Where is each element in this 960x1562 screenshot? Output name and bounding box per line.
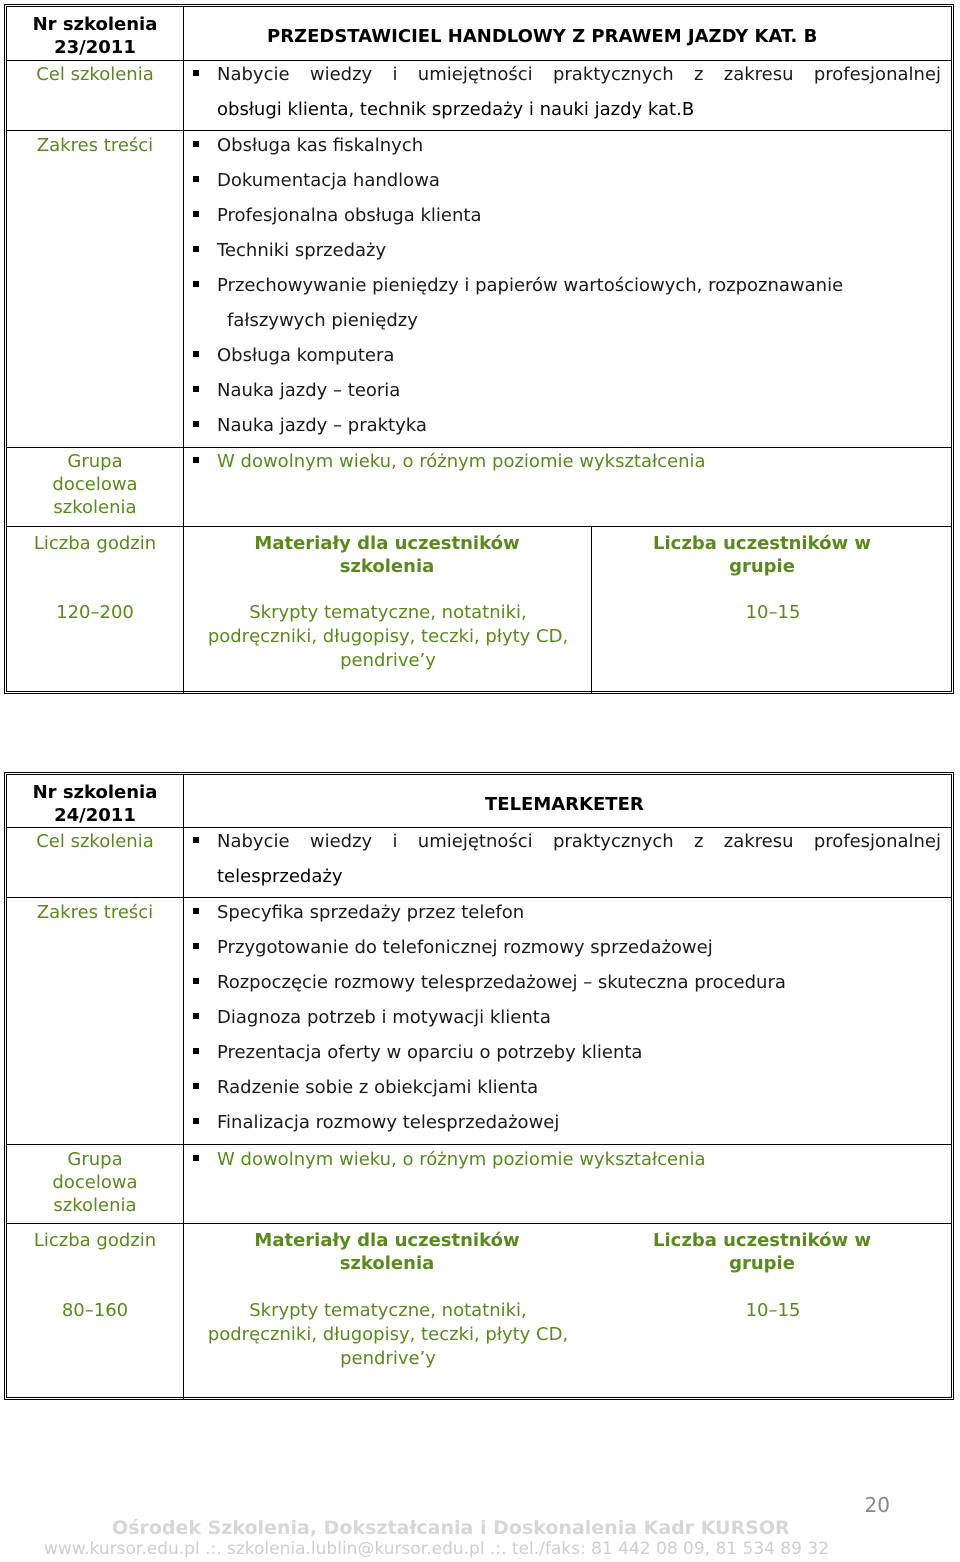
godzin-label: Liczba godzin	[33, 1230, 157, 1251]
divider	[7, 60, 951, 61]
godzin-value: 120–200	[56, 602, 134, 623]
bullet-icon	[193, 421, 199, 427]
materialy-label: Materiały dla uczestników szkolenia	[254, 1230, 520, 1274]
grupa-value: W dowolnym wieku, o różnym poziomie wykształcenia	[193, 1148, 941, 1171]
zakres-label: Zakres treści	[36, 902, 154, 923]
cel-text-continued: obsługi klienta, technik sprzedaży i nauki jazdy kat.B	[217, 99, 695, 120]
uczestnikow-value: 10–15	[745, 602, 801, 623]
nr-value: 23/2011	[54, 37, 136, 58]
bullet-icon	[193, 1118, 199, 1124]
divider	[7, 1223, 951, 1224]
zakres-item: Techniki sprzedaży	[193, 239, 941, 262]
zakres-item: Nauka jazdy – praktyka	[193, 414, 941, 437]
column-divider	[183, 7, 184, 693]
zakres-item: Przygotowanie do telefonicznej rozmowy sprzedażowej	[193, 936, 941, 959]
uczestnikow-label: Liczba uczestników w grupie	[653, 1230, 871, 1274]
zakres-item: Prezentacja oferty w oparciu o potrzeby klienta	[193, 1041, 941, 1064]
cel-text-continued: telesprzedaży	[217, 866, 343, 887]
bullet-icon	[193, 1083, 199, 1089]
bullet-icon	[193, 1048, 199, 1054]
bullet-icon	[193, 281, 199, 287]
uczestnikow-label: Liczba uczestników w grupie	[653, 533, 871, 577]
zakres-item: Obsługa kas fiskalnych	[193, 134, 941, 157]
bullet-icon	[193, 246, 199, 252]
course-card-24	[4, 772, 954, 1400]
grupa-label: Grupa docelowa szkolenia	[52, 1149, 138, 1216]
bullet-icon	[193, 1155, 199, 1161]
divider	[7, 1144, 951, 1145]
footer-contact: www.kursor.edu.pl .:. szkolenia.lublin@kursor.edu.pl .:. tel./faks: 81 442 08 09, 81 534 89 32	[44, 1539, 830, 1559]
bullet-icon	[193, 176, 199, 182]
zakres-item: Nauka jazdy – teoria	[193, 379, 941, 402]
grupa-label: Grupa docelowa szkolenia	[52, 451, 138, 518]
zakres-item-continued: fałszywych pieniędzy	[227, 310, 418, 331]
cel-label: Cel szkolenia	[36, 831, 154, 852]
page-number: 20	[864, 1493, 890, 1517]
materialy-value: Skrypty tematyczne, notatniki, podręczniki, długopisy, teczki, płyty CD, pendrive’y	[207, 1300, 569, 1369]
zakres-item: Dokumentacja handlowa	[193, 169, 941, 192]
bullet-icon	[193, 141, 199, 147]
cel-text: Nabycie wiedzy i umiejętności praktycznych z zakresu profesjonalnej	[193, 63, 941, 86]
cel-label: Cel szkolenia	[36, 64, 154, 85]
zakres-item: Finalizacja rozmowy telesprzedażowej	[193, 1111, 941, 1134]
bullet-icon	[193, 978, 199, 984]
divider	[7, 447, 951, 448]
zakres-item: Rozpoczęcie rozmowy telesprzedażowej – skuteczna procedura	[193, 971, 941, 994]
bullet-icon	[193, 211, 199, 217]
course-card-23	[4, 4, 954, 694]
bullet-icon	[193, 1013, 199, 1019]
bullet-icon	[193, 351, 199, 357]
divider	[7, 526, 951, 527]
godzin-label: Liczba godzin	[33, 533, 157, 554]
uczestnikow-value: 10–15	[745, 1300, 801, 1321]
grupa-value: W dowolnym wieku, o różnym poziomie wykształcenia	[193, 450, 941, 473]
bullet-icon	[193, 386, 199, 392]
materialy-value: Skrypty tematyczne, notatniki, podręczniki, długopisy, teczki, płyty CD, pendrive’y	[207, 602, 569, 671]
column-divider	[183, 775, 184, 1399]
zakres-item: Specyfika sprzedaży przez telefon	[193, 901, 941, 924]
zakres-label: Zakres treści	[36, 135, 154, 156]
divider	[7, 897, 951, 898]
footer-org: Ośrodek Szkolenia, Dokształcania i Doskonalenia Kadr KURSOR	[112, 1517, 790, 1539]
nr-label: Nr szkolenia	[32, 14, 158, 35]
bullet-icon	[193, 457, 199, 463]
divider	[7, 130, 951, 131]
zakres-item: Przechowywanie pieniędzy i papierów wartościowych, rozpoznawanie	[193, 274, 941, 297]
nr-label: Nr szkolenia	[32, 782, 158, 803]
bullet-icon	[193, 908, 199, 914]
zakres-item: Diagnoza potrzeb i motywacji klienta	[193, 1006, 941, 1029]
godzin-value: 80–160	[61, 1300, 129, 1321]
bullet-icon	[193, 837, 199, 843]
zakres-item: Obsługa komputera	[193, 344, 941, 367]
cel-text: Nabycie wiedzy i umiejętności praktycznych z zakresu profesjonalnej	[193, 830, 941, 853]
divider	[7, 827, 951, 828]
zakres-item: Radzenie sobie z obiekcjami klienta	[193, 1076, 941, 1099]
course-title: TELEMARKETER	[485, 794, 644, 815]
course-title: PRZEDSTAWICIEL HANDLOWY Z PRAWEM JAZDY KAT. B	[267, 26, 818, 47]
materialy-label: Materiały dla uczestników szkolenia	[254, 533, 520, 577]
zakres-item: Profesjonalna obsługa klienta	[193, 204, 941, 227]
nr-value: 24/2011	[54, 805, 136, 826]
bullet-icon	[193, 70, 199, 76]
bullet-icon	[193, 943, 199, 949]
